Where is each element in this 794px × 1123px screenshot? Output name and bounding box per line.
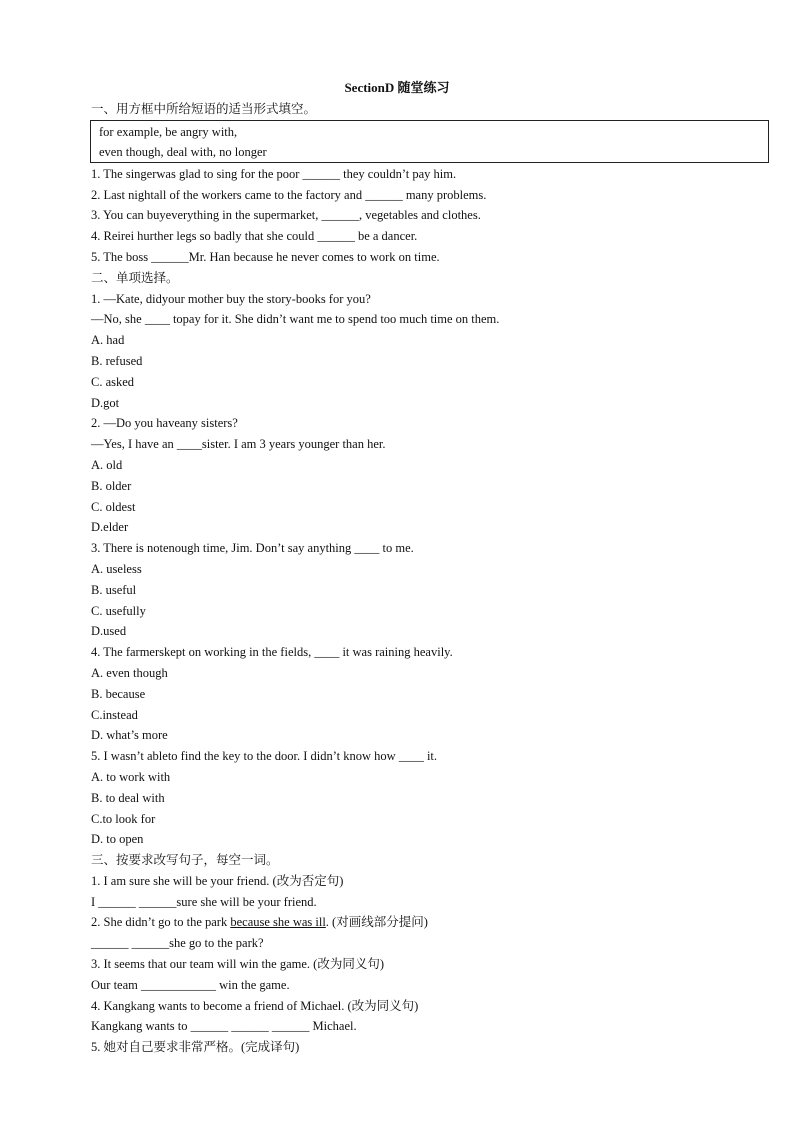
- choice-option: B. useful: [91, 582, 137, 597]
- underlined-phrase: because she was ill: [230, 915, 326, 930]
- choice-option: A. old: [91, 457, 123, 472]
- rewrite-question: 4. Kangkang wants to become a friend of Michael. (改为同义句): [91, 998, 419, 1013]
- choice-question: 5. I wasn’t ableto find the key to the door. I didn’t know how ____ it.: [91, 749, 438, 764]
- choice-option: C. asked: [91, 374, 135, 389]
- choice-option: C.to look for: [91, 811, 156, 826]
- page-title: SectionD 随堂练习: [344, 80, 450, 95]
- phrase-box-line: even though, deal with, no longer: [99, 144, 267, 159]
- choice-option: B. to deal with: [91, 790, 165, 805]
- worksheet-content: [91, 99, 771, 1058]
- choice-option: A. to work with: [91, 769, 171, 784]
- fill-blank-question: 1. The singerwas glad to sing for the poor ______ they couldn’t pay him.: [91, 166, 457, 181]
- fill-blank-question: 2. Last nightall of the workers came to the factory and ______ many problems.: [91, 187, 487, 202]
- choice-option: B. older: [91, 478, 132, 493]
- rewrite-answer-line: Kangkang wants to ______ ______ ______ Michael.: [91, 1019, 357, 1034]
- rewrite-question: 5. 她对自己要求非常严格。(完成译句): [91, 1040, 300, 1055]
- choice-option: D.elder: [91, 520, 129, 535]
- fill-blank-question: 3. You can buyeverything in the supermarket, ______, vegetables and clothes.: [91, 208, 481, 223]
- question-text: . (对画线部分提问): [325, 915, 428, 930]
- choice-option: C. usefully: [91, 603, 146, 618]
- choice-question: 4. The farmerskept on working in the fields, ____ it was raining heavily.: [91, 645, 453, 660]
- fill-blank-question: 4. Reirei hurther legs so badly that she could ______ be a dancer.: [91, 229, 418, 244]
- choice-option: D. to open: [91, 832, 144, 847]
- choice-option: C.instead: [91, 707, 138, 722]
- rewrite-question: 1. I am sure she will be your friend. (改为否定句): [91, 873, 344, 888]
- phrase-box: [90, 120, 769, 163]
- rewrite-answer-line: Our team ____________ win the game.: [91, 977, 290, 992]
- choice-option: B. because: [91, 686, 146, 701]
- choice-option: A. had: [91, 333, 125, 348]
- rewrite-answer-line: ______ ______she go to the park?: [91, 936, 264, 951]
- choice-question: —Yes, I have an ____sister. I am 3 years younger than her.: [91, 437, 386, 452]
- rewrite-answer-line: I ______ ______sure she will be your friend.: [91, 894, 317, 909]
- choice-option: D.got: [91, 395, 120, 410]
- choice-question: 2. —Do you haveany sisters?: [91, 416, 238, 431]
- section-heading-3: 三、按要求改写句子，每空一词。: [91, 853, 279, 868]
- choice-option: D.used: [91, 624, 127, 639]
- choice-option: A. useless: [91, 561, 142, 576]
- section-heading-1: 一、用方框中所给短语的适当形式填空。: [91, 102, 317, 116]
- fill-blank-question: 5. The boss ______Mr. Han because he never comes to work on time.: [91, 249, 440, 264]
- section-heading-2: 二、单项选择。: [91, 270, 179, 285]
- choice-question: —No, she ____ topay for it. She didn’t want me to spend too much time on them.: [91, 312, 500, 327]
- rewrite-question: 3. It seems that our team will win the game. (改为同义句): [91, 957, 384, 972]
- rewrite-question: [91, 912, 771, 933]
- phrase-box-line: for example, be angry with,: [99, 124, 238, 139]
- choice-option: A. even though: [91, 665, 168, 680]
- choice-option: C. oldest: [91, 499, 136, 514]
- choice-option: D. what’s more: [91, 728, 168, 743]
- choice-question: 3. There is notenough time, Jim. Don’t say anything ____ to me.: [91, 541, 414, 556]
- choice-option: B. refused: [91, 353, 143, 368]
- choice-question: 1. —Kate, didyour mother buy the story-books for you?: [91, 291, 371, 306]
- question-text: 2. She didn’t go to the park: [91, 915, 231, 930]
